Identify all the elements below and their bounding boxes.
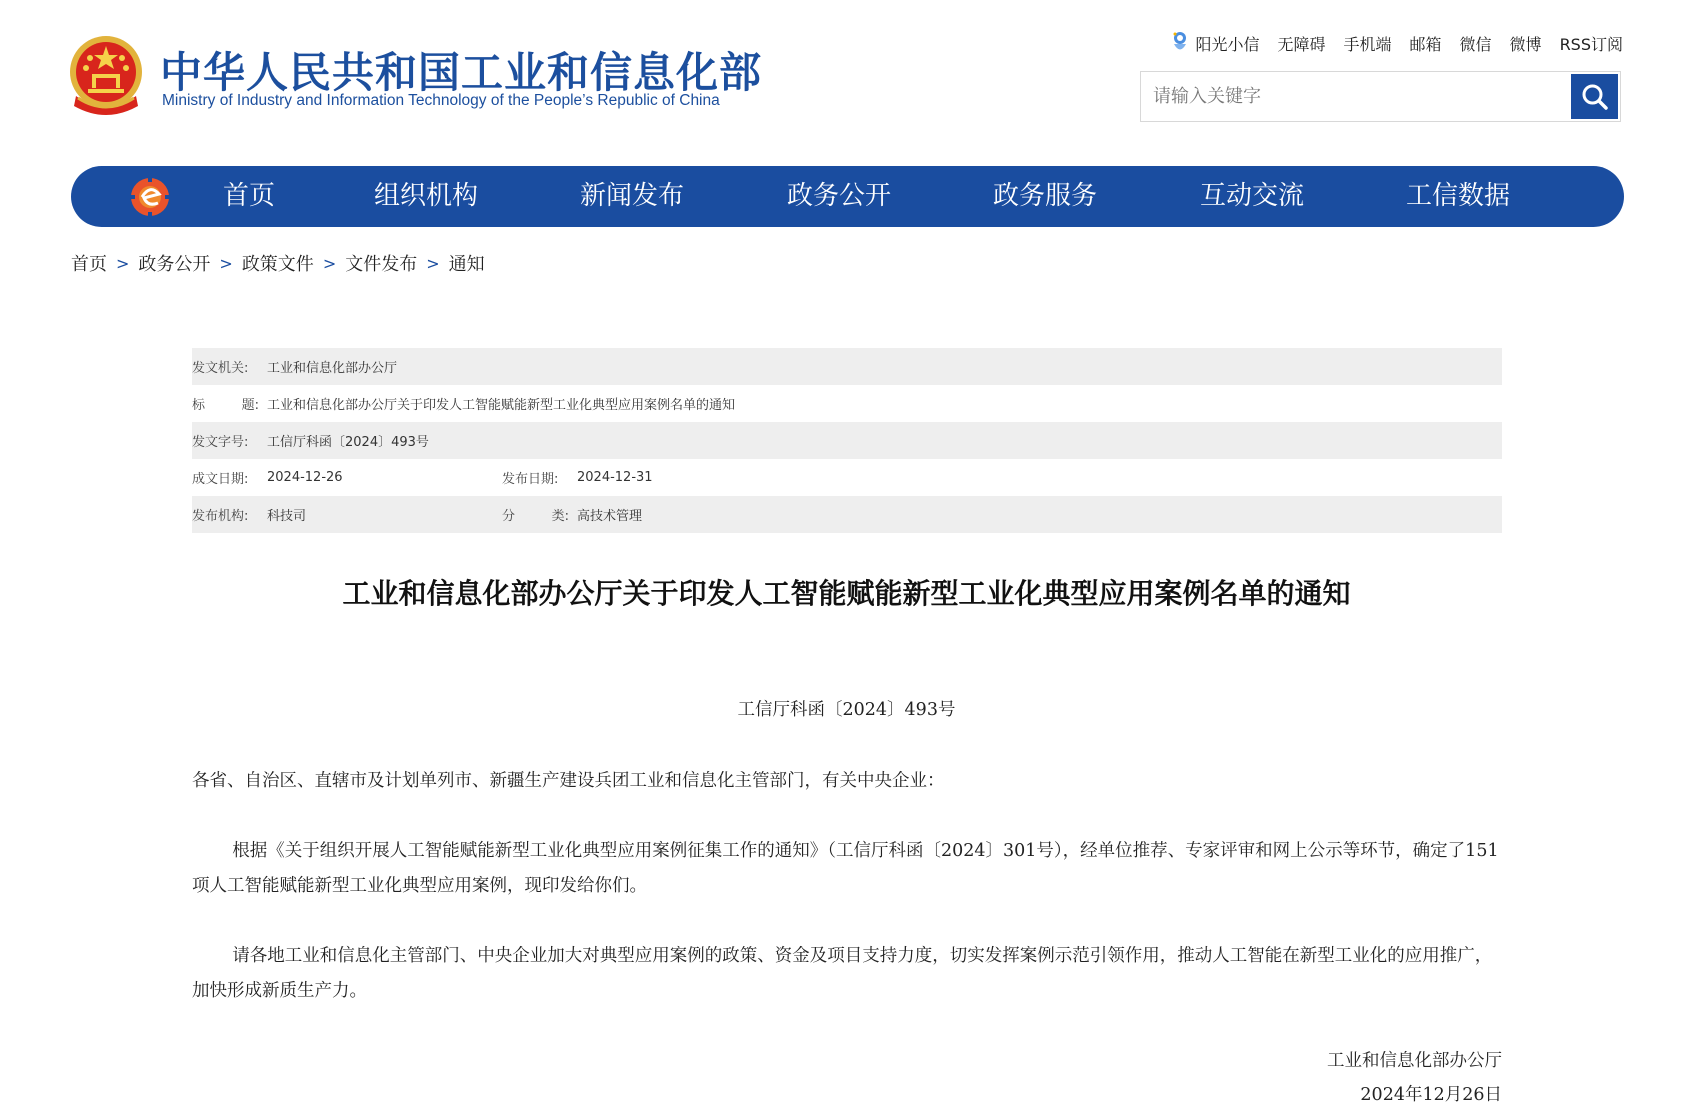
breadcrumb (71, 250, 485, 276)
document-title: 工业和信息化部办公厅关于印发人工智能赋能新型工业化典型应用案例名单的通知 (342, 577, 1351, 610)
meta-value-docno: 工信厅科函〔2024〕493号 (267, 435, 429, 450)
breadcrumb-government-affairs[interactable]: 政务公开 (138, 254, 211, 275)
nav-item-organization[interactable]: 组织机构 (374, 181, 479, 211)
breadcrumb-home[interactable]: 首页 (71, 254, 107, 275)
meta-row-dates (192, 459, 1502, 496)
meta-label-published: 发布日期: (502, 472, 559, 487)
top-link-wechat[interactable]: 微信 (1459, 34, 1492, 54)
top-link-weibo[interactable]: 微博 (1509, 34, 1542, 54)
meta-row-org (192, 496, 1502, 533)
national-emblem-icon[interactable] (68, 34, 144, 116)
document-paragraph: 根据《关于组织开展人工智能赋能新型工业化典型应用案例征集工作的通知》（工信厅科函〔2024〕301号），经单位推荐、专家评审和网上公示等环节，确定了151项人工智能赋能新型工业化典型应用案例，现印发给你们。 (192, 841, 1499, 896)
document-addressee: 各省、自治区、直辖市及计划单列市、新疆生产建设兵团工业和信息化主管部门，有关中央企业： (192, 771, 945, 791)
meta-label-category: 分 类: (502, 509, 569, 524)
site-name-en[interactable]: Ministry of Industry and Information Technology of the People’s Republic of China (162, 92, 720, 109)
site-name-cn[interactable]: 中华人民共和国工业和信息化部 (160, 48, 763, 97)
breadcrumb-document-release[interactable]: 文件发布 (345, 254, 418, 275)
document-meta-table (192, 348, 1502, 533)
breadcrumb-separator: > (426, 253, 440, 273)
site-header (0, 0, 1693, 150)
nav-item-home[interactable]: 首页 (223, 181, 276, 211)
meta-label-title: 标 题: (192, 398, 259, 413)
nav-item-interaction[interactable]: 互动交流 (1200, 181, 1305, 211)
breadcrumb-separator: > (116, 253, 130, 273)
meta-value-published: 2024-12-31 (577, 470, 653, 485)
meta-value-org: 科技司 (267, 509, 307, 524)
top-link-mail[interactable]: 邮箱 (1409, 34, 1442, 54)
breadcrumb-separator: > (322, 253, 337, 273)
top-link-sunshine[interactable] (1171, 31, 1259, 55)
document-signature: 工业和信息化部办公厅 (1327, 1051, 1502, 1071)
top-links (1171, 31, 1623, 55)
meta-label-created: 成文日期: (192, 472, 249, 487)
document-date: 2024年12月26日 (1360, 1085, 1502, 1105)
nav-item-government-affairs[interactable]: 政务公开 (787, 181, 892, 211)
meta-value-issuer: 工业和信息化部办公厅 (267, 361, 398, 376)
top-link-mobile[interactable]: 手机端 (1343, 34, 1392, 54)
meta-label-issuer: 发文机关: (192, 361, 249, 376)
meta-row-docno (192, 422, 1502, 459)
mascot-icon (1171, 31, 1189, 55)
top-link-rss[interactable]: RSS订阅 (1559, 34, 1623, 54)
search-button[interactable] (1571, 74, 1618, 119)
nav-item-news[interactable]: 新闻发布 (580, 181, 685, 211)
miit-logo-icon[interactable] (129, 176, 171, 218)
meta-value-category: 高技术管理 (577, 509, 643, 524)
search-box (1140, 71, 1621, 122)
nav-item-data[interactable]: 工信数据 (1406, 181, 1511, 211)
breadcrumb-notice[interactable]: 通知 (448, 254, 485, 275)
top-link-accessibility[interactable]: 无障碍 (1277, 34, 1326, 54)
meta-value-title: 工业和信息化部办公厅关于印发人工智能赋能新型工业化典型应用案例名单的通知 (267, 398, 736, 413)
top-link-label: 阳光小信 (1195, 34, 1260, 54)
search-input[interactable] (1141, 72, 1566, 121)
meta-row-title (192, 385, 1502, 422)
meta-label-org: 发布机构: (192, 509, 249, 524)
search-icon (1581, 83, 1609, 111)
meta-row-issuer (192, 348, 1502, 385)
meta-label-docno: 发文字号: (192, 435, 249, 450)
main-nav (71, 166, 1624, 227)
document-paragraph: 请各地工业和信息化主管部门、中央企业加大对典型应用案例的政策、资金及项目支持力度，切实发挥案例示范引领作用，推动人工智能在新型工业化的应用推广，加快形成新质生产力。 (192, 946, 1493, 1001)
meta-value-created: 2024-12-26 (267, 470, 343, 485)
nav-item-services[interactable]: 政务服务 (993, 181, 1098, 211)
breadcrumb-separator: > (219, 253, 233, 273)
breadcrumb-policy-documents[interactable]: 政策文件 (241, 254, 314, 275)
document-number: 工信厅科函〔2024〕493号 (737, 700, 956, 720)
